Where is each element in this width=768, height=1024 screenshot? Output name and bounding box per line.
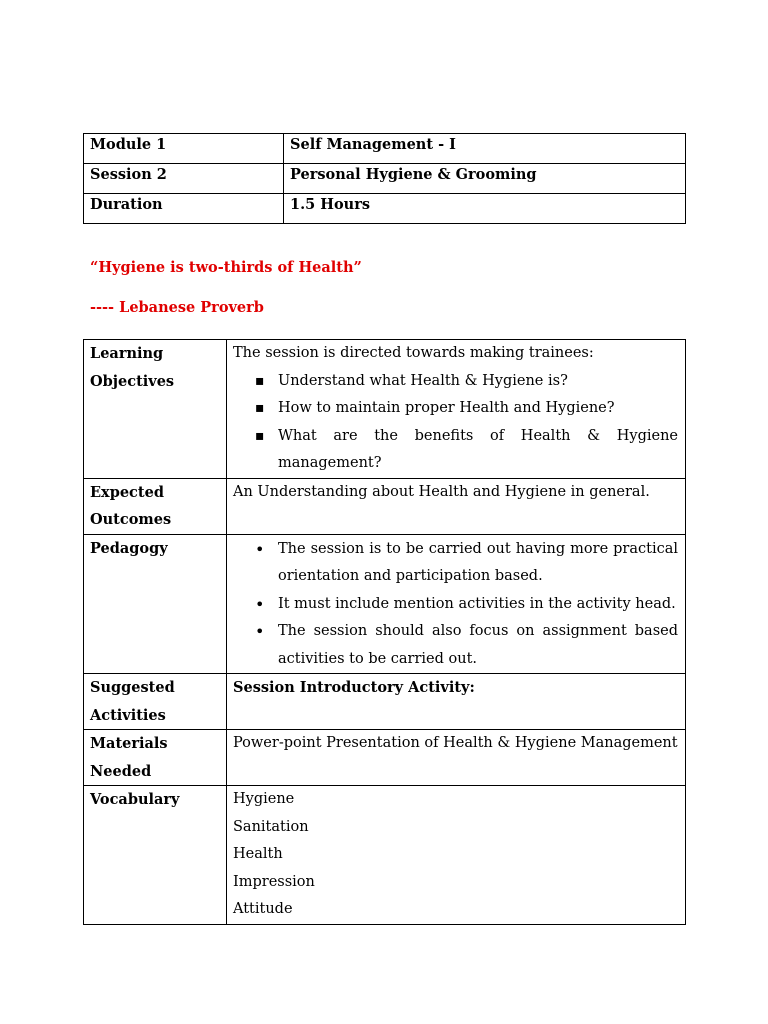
quote-text: “Hygiene is two-thirds of Health” bbox=[90, 259, 362, 276]
expected-outcomes-label: Expected Outcomes bbox=[84, 478, 227, 534]
quote-attribution: ---- Lebanese Proverb bbox=[90, 299, 264, 316]
pedagogy-label: Pedagogy bbox=[84, 534, 227, 674]
list-item: ▪ What are the benefits of Health & Hygiene management? bbox=[233, 423, 678, 478]
table-row bbox=[84, 340, 686, 479]
list-item: ▪ How to maintain proper Health and Hygiene? bbox=[233, 395, 678, 423]
learning-objectives-intro: The session is directed towards making trainees: bbox=[233, 345, 594, 361]
list-item: Health bbox=[233, 846, 283, 862]
table-row bbox=[84, 534, 686, 674]
module-label: Module 1 bbox=[84, 134, 284, 164]
duration-value: 1.5 Hours bbox=[284, 194, 686, 224]
list-item: ▪ Understand what Health & Hygiene is? bbox=[233, 368, 678, 396]
list-item: Sanitation bbox=[233, 818, 309, 835]
table-row bbox=[84, 674, 686, 730]
list-item: Attitude bbox=[233, 901, 293, 917]
module-value: Self Management - I bbox=[284, 134, 686, 164]
pedagogy-content bbox=[227, 534, 686, 674]
learning-objectives-label: Learning Objectives bbox=[84, 340, 227, 479]
list-item: Impression bbox=[233, 873, 315, 890]
pedagogy-list bbox=[233, 536, 678, 674]
learning-objectives-content bbox=[227, 340, 686, 479]
vocabulary-label: Vocabulary bbox=[84, 786, 227, 925]
list-item: Hygiene bbox=[233, 791, 295, 807]
table-row bbox=[84, 730, 686, 786]
table-row bbox=[84, 164, 686, 194]
table-row bbox=[84, 194, 686, 224]
session-label: Session 2 bbox=[84, 164, 284, 194]
objectives-list bbox=[233, 368, 678, 478]
session-info-table bbox=[83, 133, 686, 224]
table-row bbox=[84, 134, 686, 164]
list-item: • It must include mention activities in the activity head. bbox=[233, 591, 678, 619]
vocabulary-content bbox=[227, 786, 686, 925]
table-row bbox=[84, 786, 686, 925]
expected-outcomes-content: An Understanding about Health and Hygiene in general. bbox=[227, 478, 686, 534]
materials-needed-label: Materials Needed bbox=[84, 730, 227, 786]
table-row bbox=[84, 478, 686, 534]
materials-needed-content: Power-point Presentation of Health & Hygiene Management bbox=[227, 730, 686, 786]
duration-label: Duration bbox=[84, 194, 284, 224]
session-plan-table bbox=[83, 339, 686, 925]
session-value: Personal Hygiene & Grooming bbox=[284, 164, 686, 194]
list-item: • The session is to be carried out having more practical orientation and participation based. bbox=[233, 536, 678, 591]
list-item: • The session should also focus on assignment based activities to be carried out. bbox=[233, 618, 678, 673]
suggested-activities-label: Suggested Activities bbox=[84, 674, 227, 730]
suggested-activities-content: Session Introductory Activity: bbox=[227, 674, 686, 730]
